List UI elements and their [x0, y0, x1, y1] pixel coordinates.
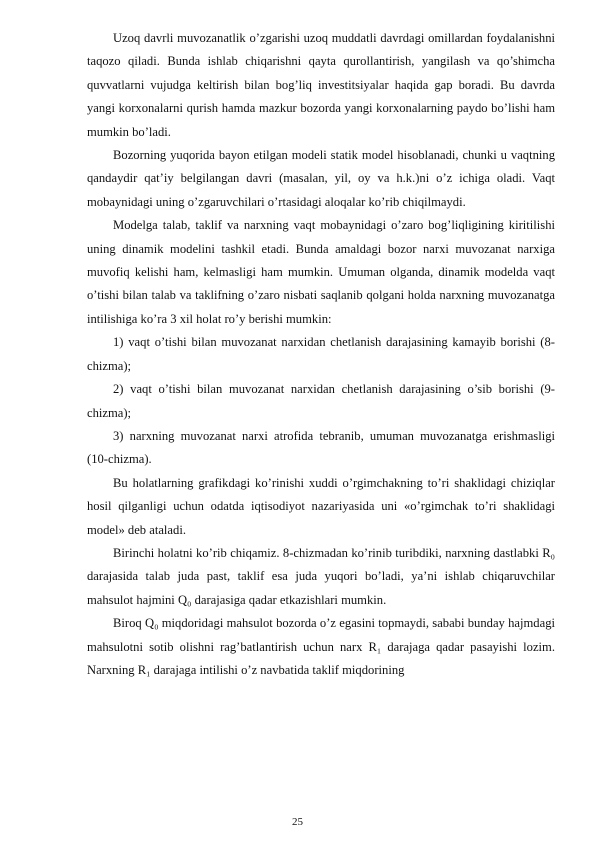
paragraph-dynamic-model: Modelga talab, taklif va narxning vaqt mobaynidagi o’zaro bog’liqligining kiritilishi uning dinamik modelini tashkil etadi. Bunda amaldagi bozor narxi muvozanat narxiga muvofiq kelishi ham, kelmasligi ham mumkin. Umuman olganda, dinamik modelda vaqt o’tishi bilan talab va taklifning o’zaro nisbati saqlanib qolgani holda narxning muvozanatga intilishiga ko’ra 3 xil holat ro’y berishi mumkin:	[87, 218, 555, 326]
page-number: 25	[292, 816, 303, 828]
paragraph-price-decline: Biroq Q₀ miqdoridagi mahsulot bozorda o’z egasini topmaydi, sababi bunday hajmdagi mahsulotni sotib olishni rag’batlantirish uchun narx R₁ darajaga qadar pasayishi lozim. Narxning R₁ darajaga intilishi o’z navbatida taklif miqdorining	[87, 616, 555, 677]
document-body	[87, 27, 555, 682]
list-item-case-2: 2) vaqt o’tishi bilan muvozanat narxidan chetlanish darajasining o’sib borishi (9-chizma);	[87, 382, 555, 420]
paragraph-static-model: Bozorning yuqorida bayon etilgan modeli statik model hisoblanadi, chunki u vaqtning qandaydir qat’iy belgilangan davri (masalan, yil, oy va h.k.)ni o’z ichiga oladi. Vaqt mobaynidagi uning o’zgaruvchilari o’rtasidagi aloqalar ko’rib chiqilmaydi.	[87, 148, 555, 209]
paragraph-first-case: Birinchi holatni ko’rib chiqamiz. 8-chizmadan ko’rinib turibdiki, narxning dastlabki R₀ darajasida talab juda past, taklif esa juda yuqori bo’ladi, ya’ni ishlab chiqaruvchilar mahsulot hajmini Q₀ darajasiga qadar etkazishlari mumkin.	[87, 545, 555, 607]
list-item-case-3: 3) narxning muvozanat narxi atrofida tebranib, umuman muvozanatga erishmasligi (10-chizma).	[87, 428, 555, 467]
paragraph-cobweb-model: Bu holatlarning grafikdagi ko’rinishi xuddi o’rgimchakning to’ri shaklidagi chiziqlar hosil qilganligi uchun odatda iqtisodiyot nazariyasida uni «o’rgimchak to’ri shaklidagi model» deb ataladi.	[87, 475, 555, 537]
list-item-case-1: 1) vaqt o’tishi bilan muvozanat narxidan chetlanish darajasining kamayib borishi (8-chizma);	[87, 335, 555, 373]
paragraph-long-run-equilibrium: Uzoq davrli muvozanatlik o’zgarishi uzoq muddatli davrdagi omillardan foydalanishni taqozo qiladi. Bunda ishlab chiqarishni qayta qurollantirish, yangilash va qo’shimcha quvvatlarni vujudga keltirish bilan bog’liq investitsiyalar haqida gap boradi. Bu davrda yangi korxonalarni qurish hamda mazkur bozorda yangi korxonalarning paydo bo’lishi ham mumkin bo’ladi.	[87, 31, 555, 139]
